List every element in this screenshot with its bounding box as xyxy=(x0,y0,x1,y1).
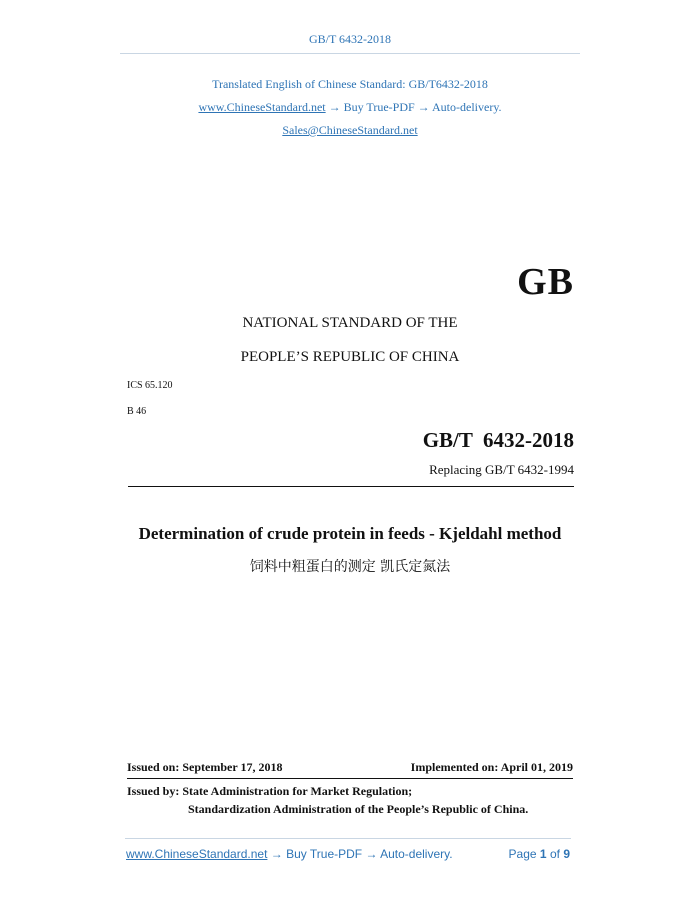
purchase-text: → Buy True-PDF → Auto-delivery. xyxy=(325,100,502,114)
ics-code: ICS 65.120 xyxy=(127,380,173,391)
dates-rule xyxy=(127,778,573,779)
title-english: Determination of crude protein in feeds - Kjeldahl method xyxy=(138,524,562,543)
national-standard-line1: NATIONAL STANDARD OF THE xyxy=(242,315,458,331)
page-current: 1 xyxy=(539,847,547,861)
issued-by-line2: Standardization Administration of the People’s Republic of China. xyxy=(188,802,529,816)
email-line xyxy=(0,123,700,138)
footer-rule xyxy=(125,838,571,839)
gb-logo: GB xyxy=(517,261,574,303)
implemented-on: Implemented on: April 01, 2019 xyxy=(410,760,573,774)
purchase-line xyxy=(0,100,700,115)
issued-on: Issued on: September 17, 2018 xyxy=(127,760,283,774)
of-word: of xyxy=(549,847,560,861)
replacing-note: Replacing GB/T 6432-1994 xyxy=(429,462,574,477)
ccs-code: B 46 xyxy=(127,406,147,417)
footer-site-link[interactable]: www.ChineseStandard.net xyxy=(126,847,268,861)
footer-purchase-text: → Buy True-PDF → Auto-delivery. xyxy=(267,847,453,861)
title-chinese: 饲料中粗蛋白的测定 凯氏定氮法 xyxy=(249,559,451,575)
page-word: Page xyxy=(508,847,537,861)
header-rule xyxy=(120,53,580,54)
issued-by-line1: Issued by: State Administration for Market Regulation; xyxy=(127,784,413,798)
title-rule xyxy=(128,486,574,487)
translation-line: Translated English of Chinese Standard: GB/T6432-2018 xyxy=(212,77,488,91)
page-indicator xyxy=(509,847,570,861)
site-link[interactable]: www.ChineseStandard.net xyxy=(198,100,326,114)
running-title: GB/T 6432-2018 xyxy=(308,32,392,46)
email-link[interactable]: Sales@ChineseStandard.net xyxy=(282,123,418,137)
national-standard-line2: PEOPLE’S REPUBLIC OF CHINA xyxy=(240,349,460,365)
standard-number: GB/T 6432-2018 xyxy=(422,428,574,452)
footer-purchase-line xyxy=(126,847,453,861)
page-total: 9 xyxy=(563,847,570,861)
